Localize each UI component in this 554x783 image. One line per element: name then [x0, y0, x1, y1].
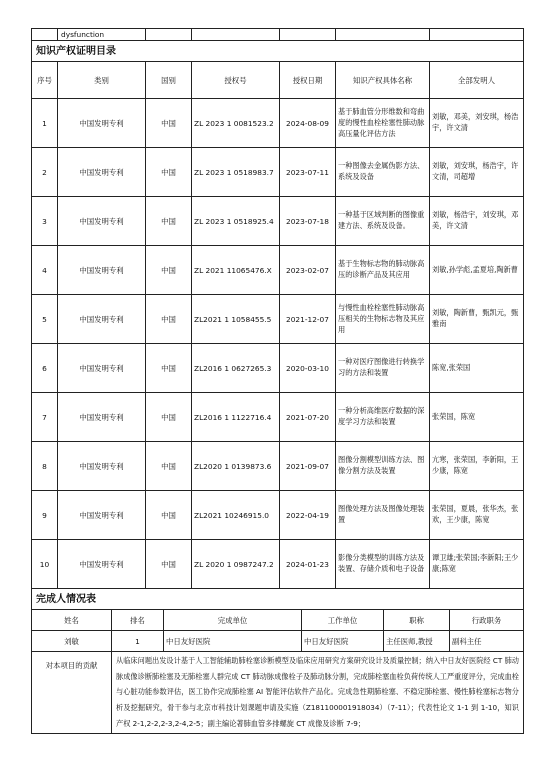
ip-cell-date: 2021-12-07	[280, 295, 336, 344]
contribution-row	[32, 652, 524, 733]
document-page	[31, 28, 523, 734]
ip-cell-name: 一种图像去金属伪影方法、系统及设备	[336, 148, 430, 197]
ip-cell-country: 中国	[146, 197, 192, 246]
ip-section-title: 知识产权证明目录	[32, 41, 524, 62]
ip-cell-name: 基于肺血管分形维数和弯曲度的慢性血栓栓塞性肺动脉高压量化评估方法	[336, 99, 430, 148]
ip-cell-category: 中国发明专利	[58, 246, 146, 295]
ip-table-row	[32, 442, 524, 491]
ip-cell-country: 中国	[146, 491, 192, 540]
ip-cell-country: 中国	[146, 540, 192, 589]
person-unit: 中日友好医院	[164, 631, 302, 652]
ip-cell-country: 中国	[146, 393, 192, 442]
ip-cell-country: 中国	[146, 246, 192, 295]
person-name: 刘敏	[32, 631, 112, 652]
contribution-label: 对本项目的贡献	[32, 652, 112, 733]
ip-cell-seq: 4	[32, 246, 58, 295]
ip-cell-number: ZL 2020 1 0987247.2	[192, 540, 280, 589]
header-date: 授权日期	[280, 62, 336, 99]
ip-cell-inventors: 陈宽,张荣国	[430, 344, 524, 393]
ip-cell-date: 2024-08-09	[280, 99, 336, 148]
ip-cell-name: 一种基于区域判断的图像重建方法、系统及设备。	[336, 197, 430, 246]
ip-cell-seq: 6	[32, 344, 58, 393]
ip-cell-number: ZL2020 1 0139873.6	[192, 442, 280, 491]
ip-table-row	[32, 491, 524, 540]
ip-cell-name: 一种分析高维医疗数据的深度学习方法和装置	[336, 393, 430, 442]
ip-cell-date: 2024-01-23	[280, 540, 336, 589]
header-seq: 序号	[32, 62, 58, 99]
header-category: 类别	[58, 62, 146, 99]
person-row	[32, 631, 524, 652]
ip-cell-category: 中国发明专利	[58, 540, 146, 589]
ip-cell-name: 图像处理方法及图像处理装置	[336, 491, 430, 540]
header-unit: 完成单位	[164, 610, 302, 631]
ip-cell-category: 中国发明专利	[58, 99, 146, 148]
ip-cell-date: 2022-04-19	[280, 491, 336, 540]
person-work-unit: 中日友好医院	[302, 631, 384, 652]
ip-header-row	[32, 62, 524, 99]
ip-cell-inventors: 刘敏，刘安琪，杨浩宇，许文清，司超增	[430, 148, 524, 197]
top-row-cell	[32, 29, 58, 41]
header-rank: 排名	[112, 610, 164, 631]
ip-cell-date: 2023-07-11	[280, 148, 336, 197]
ip-cell-category: 中国发明专利	[58, 148, 146, 197]
ip-cell-inventors: 刘敏，陶新曹，甄凯元，甄雅南	[430, 295, 524, 344]
ip-cell-seq: 7	[32, 393, 58, 442]
contribution-text: 从临床问题出发设计基于人工智能辅助肺栓塞诊断模型及临床应用研究方案研究设计及质量控制；纳入中日友好医院经 CT 肺动脉成像诊断肺栓塞及无肺栓塞人群完成 CT 肺动脉成像栓子及肺动脉分割，完成肺栓塞血栓负荷传统人工严重度评分，完成血栓与心脏功能参数评估，医工协作完成肺栓塞 AI 智能评估软件产品化。完成急性期肺栓塞、不稳定肺栓塞、慢性肺栓塞标志物分析及挖掘研究，骨干参与北京市科技计划课题申请及实施（Z181100001918034）（7-11）；代表性论文 1-1 到 1-10，知识产权 2-1,2-2,2-3,2-4,2-5；副主编论著肺血管多排螺旋 CT 成像及诊断 7-9；	[112, 652, 524, 733]
person-admin: 副科主任	[450, 631, 524, 652]
person-header-row	[32, 610, 524, 631]
ip-table-row	[32, 246, 524, 295]
ip-cell-inventors: 张荣国，陈宽	[430, 393, 524, 442]
ip-cell-seq: 9	[32, 491, 58, 540]
header-admin: 行政职务	[450, 610, 524, 631]
ip-cell-inventors: 刘敏,孙学彪,孟夏培,陶新曹	[430, 246, 524, 295]
ip-cell-name: 与慢性血栓栓塞性肺动脉高压相关的生物标志物及其应用	[336, 295, 430, 344]
header-person-name: 姓名	[32, 610, 112, 631]
ip-cell-number: ZL2016 1 0627265.3	[192, 344, 280, 393]
ip-cell-number: ZL 2023 1 0081523.2	[192, 99, 280, 148]
ip-cell-inventors: 谭卫雄;张荣国;李新阳;王少康;陈宽	[430, 540, 524, 589]
ip-table-row	[32, 197, 524, 246]
ip-cell-seq: 1	[32, 99, 58, 148]
ip-cell-inventors: 张荣国，夏晨，张华杰，张欢，王少康，陈宽	[430, 491, 524, 540]
ip-cell-date: 2021-07-20	[280, 393, 336, 442]
ip-cell-inventors: 刘敏，杨浩宇，刘安琪，邓美，许文清	[430, 197, 524, 246]
header-number: 授权号	[192, 62, 280, 99]
ip-section-title-row	[32, 41, 524, 62]
ip-cell-category: 中国发明专利	[58, 344, 146, 393]
ip-cell-country: 中国	[146, 148, 192, 197]
top-continuation-row	[32, 29, 524, 41]
ip-cell-seq: 8	[32, 442, 58, 491]
header-name: 知识产权具体名称	[336, 62, 430, 99]
ip-cell-category: 中国发明专利	[58, 393, 146, 442]
ip-cell-number: ZL2016 1 1122716.4	[192, 393, 280, 442]
ip-cell-seq: 5	[32, 295, 58, 344]
person-section-title-row	[32, 589, 524, 610]
ip-cell-number: ZL 2023 1 0518925.4	[192, 197, 280, 246]
header-inventors: 全部发明人	[430, 62, 524, 99]
ip-table-row	[32, 295, 524, 344]
ip-table-row	[32, 393, 524, 442]
ip-table-row	[32, 540, 524, 589]
ip-table-row	[32, 148, 524, 197]
ip-table-row	[32, 344, 524, 393]
top-row-cell-text: dysfunction	[58, 29, 146, 41]
ip-cell-number: ZL 2021 11065476.X	[192, 246, 280, 295]
ip-cell-date: 2020-03-10	[280, 344, 336, 393]
ip-table-row	[32, 99, 524, 148]
ip-cell-category: 中国发明专利	[58, 491, 146, 540]
ip-cell-country: 中国	[146, 99, 192, 148]
ip-cell-date: 2021-09-07	[280, 442, 336, 491]
ip-cell-country: 中国	[146, 442, 192, 491]
ip-cell-name: 图像分割模型训练方法、图像分割方法及装置	[336, 442, 430, 491]
person-rank: 1	[112, 631, 164, 652]
ip-cell-inventors: 刘敏，邓美，刘安琪，杨浩宇，许文清	[430, 99, 524, 148]
ip-table	[31, 28, 524, 589]
ip-cell-category: 中国发明专利	[58, 442, 146, 491]
ip-cell-category: 中国发明专利	[58, 295, 146, 344]
ip-cell-date: 2023-02-07	[280, 246, 336, 295]
ip-cell-number: ZL 2023 1 0518983.7	[192, 148, 280, 197]
ip-cell-category: 中国发明专利	[58, 197, 146, 246]
ip-cell-name: 一种对医疗图像进行转换学习的方法和装置	[336, 344, 430, 393]
ip-cell-country: 中国	[146, 344, 192, 393]
header-work-unit: 工作单位	[302, 610, 384, 631]
ip-cell-seq: 2	[32, 148, 58, 197]
person-section-title: 完成人情况表	[32, 589, 524, 610]
header-country: 国别	[146, 62, 192, 99]
ip-cell-name: 基于生物标志物的肺动脉高压的诊断产品及其应用	[336, 246, 430, 295]
ip-cell-name: 影像分类模型的训练方法及装置、存储介质和电子设备	[336, 540, 430, 589]
ip-cell-seq: 3	[32, 197, 58, 246]
ip-cell-date: 2023-07-18	[280, 197, 336, 246]
ip-cell-inventors: 亢寒，张荣国，李新阳，王少康，陈宽	[430, 442, 524, 491]
person-table	[31, 588, 524, 733]
ip-cell-number: ZL2021 1 1058455.5	[192, 295, 280, 344]
header-title: 职称	[384, 610, 450, 631]
ip-cell-number: ZL2021 10246915.0	[192, 491, 280, 540]
ip-cell-seq: 10	[32, 540, 58, 589]
person-title: 主任医师,教授	[384, 631, 450, 652]
ip-cell-country: 中国	[146, 295, 192, 344]
